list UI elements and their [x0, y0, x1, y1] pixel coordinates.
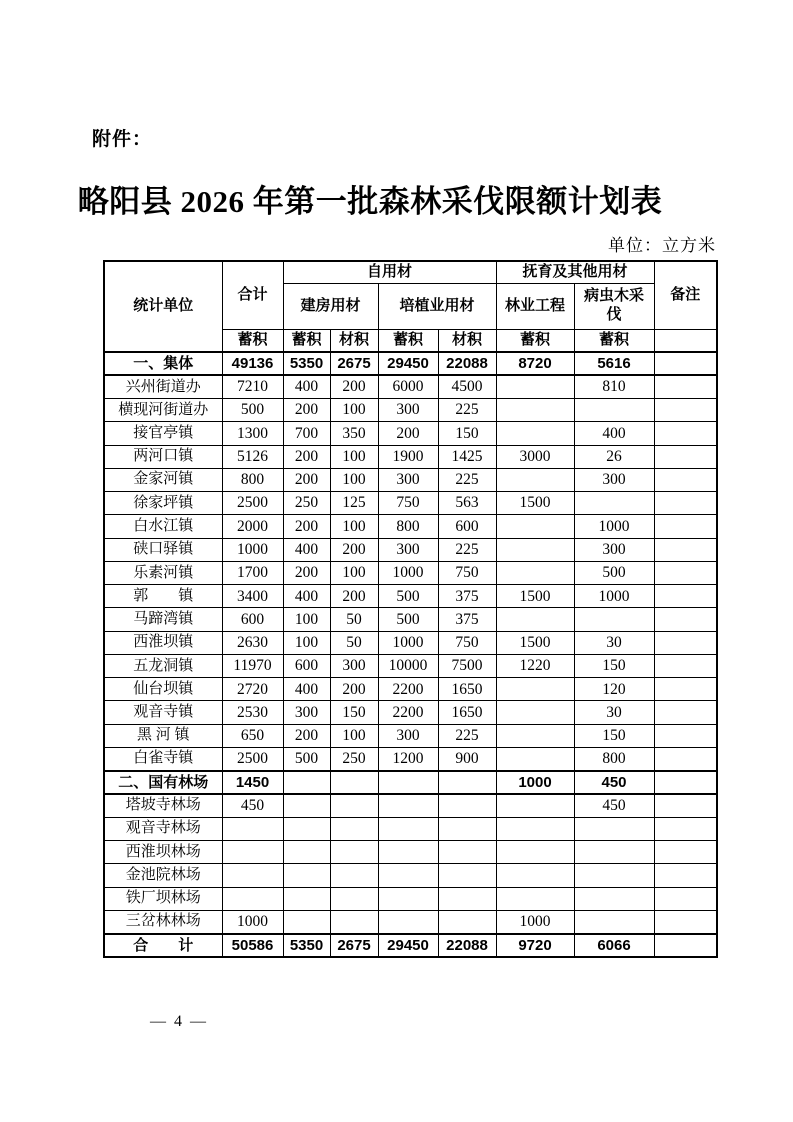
forestry-stock-cell	[496, 422, 574, 445]
remark-cell	[654, 794, 717, 817]
forestry-stock-cell: 1220	[496, 654, 574, 677]
housing-stock-cell	[283, 771, 330, 794]
cultivation-stock-cell: 300	[378, 399, 438, 422]
housing-volume-cell	[330, 771, 378, 794]
table-row	[104, 817, 717, 840]
header-remark-empty-cell	[654, 329, 717, 352]
pest-stock-cell	[574, 399, 654, 422]
cultivation-volume-cell	[438, 864, 496, 887]
total-stock-cell: 650	[222, 724, 283, 747]
remark-cell	[654, 910, 717, 933]
unit-name-cell: 金池院林场	[104, 864, 222, 887]
housing-volume-cell: 250	[330, 748, 378, 771]
cultivation-stock-cell: 200	[378, 422, 438, 445]
pest-stock-cell: 400	[574, 422, 654, 445]
unit-name-cell: 五龙洞镇	[104, 654, 222, 677]
table-row	[104, 701, 717, 724]
total-stock-cell: 1000	[222, 910, 283, 933]
housing-stock-cell: 5350	[283, 352, 330, 375]
cultivation-volume-cell	[438, 841, 496, 864]
table-row	[104, 445, 717, 468]
unit-name-cell: 铁厂坝林场	[104, 887, 222, 910]
total-stock-cell: 1300	[222, 422, 283, 445]
housing-stock-cell: 100	[283, 631, 330, 654]
forestry-stock-cell	[496, 375, 574, 398]
cultivation-volume-cell: 22088	[438, 934, 496, 957]
header-pest-wood	[574, 283, 654, 329]
forestry-stock-cell: 8720	[496, 352, 574, 375]
header-forestry-stock: 蓄积	[496, 329, 574, 352]
remark-cell	[654, 468, 717, 491]
total-stock-cell: 1450	[222, 771, 283, 794]
cultivation-volume-cell	[438, 910, 496, 933]
total-stock-cell: 450	[222, 794, 283, 817]
forestry-stock-cell	[496, 748, 574, 771]
remark-cell	[654, 352, 717, 375]
table-row	[104, 492, 717, 515]
remark-cell	[654, 678, 717, 701]
total-stock-cell: 49136	[222, 352, 283, 375]
pest-stock-cell: 810	[574, 375, 654, 398]
forestry-stock-cell	[496, 608, 574, 631]
housing-stock-cell: 300	[283, 701, 330, 724]
housing-volume-cell: 350	[330, 422, 378, 445]
remark-cell	[654, 608, 717, 631]
cultivation-volume-cell: 600	[438, 515, 496, 538]
housing-stock-cell: 250	[283, 492, 330, 515]
cultivation-stock-cell: 29450	[378, 934, 438, 957]
unit-note: 单位：立方米	[608, 236, 716, 255]
forestry-stock-cell	[496, 817, 574, 840]
remark-cell	[654, 445, 717, 468]
total-stock-cell	[222, 817, 283, 840]
cultivation-stock-cell: 2200	[378, 701, 438, 724]
housing-stock-cell: 400	[283, 375, 330, 398]
pest-stock-cell: 5616	[574, 352, 654, 375]
pest-stock-cell	[574, 887, 654, 910]
document-title: 略阳县 2026 年第一批森林采伐限额计划表	[77, 184, 663, 219]
total-stock-cell: 50586	[222, 934, 283, 957]
cultivation-stock-cell: 300	[378, 538, 438, 561]
forestry-stock-cell: 1000	[496, 910, 574, 933]
housing-stock-cell: 200	[283, 399, 330, 422]
header-total-stock: 蓄积	[222, 329, 283, 352]
table-row	[104, 934, 717, 957]
housing-volume-cell	[330, 817, 378, 840]
forestry-stock-cell	[496, 794, 574, 817]
housing-stock-cell: 100	[283, 608, 330, 631]
remark-cell	[654, 817, 717, 840]
housing-volume-cell: 300	[330, 654, 378, 677]
total-stock-cell: 5126	[222, 445, 283, 468]
table-row	[104, 608, 717, 631]
cultivation-volume-cell	[438, 771, 496, 794]
cultivation-volume-cell: 225	[438, 538, 496, 561]
total-stock-cell: 600	[222, 608, 283, 631]
cultivation-stock-cell	[378, 887, 438, 910]
remark-cell	[654, 887, 717, 910]
housing-volume-cell: 200	[330, 538, 378, 561]
cultivation-volume-cell: 1425	[438, 445, 496, 468]
cultivation-stock-cell	[378, 864, 438, 887]
cultivation-stock-cell: 300	[378, 724, 438, 747]
table-row	[104, 887, 717, 910]
housing-stock-cell: 200	[283, 445, 330, 468]
housing-stock-cell: 400	[283, 538, 330, 561]
housing-volume-cell	[330, 841, 378, 864]
cultivation-stock-cell: 1000	[378, 631, 438, 654]
header-housing: 建房用材	[283, 283, 378, 329]
cultivation-stock-cell: 500	[378, 608, 438, 631]
unit-name-cell: 西淮坝镇	[104, 631, 222, 654]
table-row	[104, 422, 717, 445]
unit-name-cell: 接官亭镇	[104, 422, 222, 445]
housing-volume-cell	[330, 887, 378, 910]
pest-stock-cell: 30	[574, 701, 654, 724]
cultivation-volume-cell: 225	[438, 724, 496, 747]
cultivation-volume-cell: 1650	[438, 678, 496, 701]
header-cultivation: 培植业用材	[378, 283, 496, 329]
header-remark: 备注	[654, 261, 717, 329]
forestry-stock-cell: 1500	[496, 492, 574, 515]
unit-name-cell: 硖口驿镇	[104, 538, 222, 561]
total-stock-cell: 2630	[222, 631, 283, 654]
pest-stock-cell: 1000	[574, 515, 654, 538]
cultivation-volume-cell: 375	[438, 608, 496, 631]
remark-cell	[654, 724, 717, 747]
pest-stock-cell	[574, 608, 654, 631]
table-row	[104, 585, 717, 608]
table-row	[104, 771, 717, 794]
header-cultivation-volume: 材积	[438, 329, 496, 352]
cultivation-stock-cell: 1200	[378, 748, 438, 771]
housing-volume-cell: 50	[330, 608, 378, 631]
pest-stock-cell	[574, 841, 654, 864]
remark-cell	[654, 934, 717, 957]
remark-cell	[654, 748, 717, 771]
table-row	[104, 538, 717, 561]
housing-stock-cell	[283, 864, 330, 887]
housing-volume-cell: 125	[330, 492, 378, 515]
remark-cell	[654, 864, 717, 887]
pest-stock-cell: 1000	[574, 585, 654, 608]
total-stock-cell: 800	[222, 468, 283, 491]
cultivation-volume-cell: 375	[438, 585, 496, 608]
pest-stock-cell	[574, 864, 654, 887]
table-row	[104, 654, 717, 677]
total-stock-cell: 7210	[222, 375, 283, 398]
cultivation-stock-cell: 6000	[378, 375, 438, 398]
total-stock-cell: 11970	[222, 654, 283, 677]
pest-stock-cell	[574, 492, 654, 515]
forestry-stock-cell: 9720	[496, 934, 574, 957]
pest-stock-cell: 450	[574, 794, 654, 817]
forestry-stock-cell	[496, 515, 574, 538]
unit-name-cell: 徐家坪镇	[104, 492, 222, 515]
remark-cell	[654, 422, 717, 445]
housing-stock-cell: 200	[283, 724, 330, 747]
unit-name-cell: 横现河街道办	[104, 399, 222, 422]
cultivation-stock-cell: 29450	[378, 352, 438, 375]
cultivation-stock-cell: 1000	[378, 561, 438, 584]
table-row	[104, 631, 717, 654]
cultivation-stock-cell: 500	[378, 585, 438, 608]
forestry-stock-cell	[496, 887, 574, 910]
cultivation-volume-cell	[438, 887, 496, 910]
unit-name-cell: 金家河镇	[104, 468, 222, 491]
total-stock-cell: 500	[222, 399, 283, 422]
cultivation-stock-cell: 800	[378, 515, 438, 538]
cultivation-volume-cell: 750	[438, 631, 496, 654]
housing-stock-cell: 200	[283, 468, 330, 491]
table-row	[104, 910, 717, 933]
unit-name-cell: 一、集体	[104, 352, 222, 375]
housing-stock-cell	[283, 887, 330, 910]
remark-cell	[654, 631, 717, 654]
remark-cell	[654, 585, 717, 608]
header-housing-stock: 蓄积	[283, 329, 330, 352]
housing-volume-cell	[330, 794, 378, 817]
table-row	[104, 515, 717, 538]
forestry-stock-cell	[496, 468, 574, 491]
cultivation-volume-cell: 225	[438, 399, 496, 422]
table-row	[104, 352, 717, 375]
total-stock-cell: 1000	[222, 538, 283, 561]
cultivation-stock-cell	[378, 841, 438, 864]
header-forestry-project: 林业工程	[496, 283, 574, 329]
cultivation-stock-cell: 1900	[378, 445, 438, 468]
remark-cell	[654, 561, 717, 584]
forestry-stock-cell	[496, 678, 574, 701]
header-total: 合计	[222, 261, 283, 329]
page-number: — 4 —	[150, 1013, 208, 1030]
forestry-stock-cell	[496, 841, 574, 864]
pest-stock-cell: 450	[574, 771, 654, 794]
cultivation-stock-cell	[378, 910, 438, 933]
cultivation-volume-cell: 150	[438, 422, 496, 445]
forestry-stock-cell: 1500	[496, 631, 574, 654]
table-row	[104, 399, 717, 422]
unit-name-cell: 白雀寺镇	[104, 748, 222, 771]
unit-name-cell: 二、国有林场	[104, 771, 222, 794]
pest-stock-cell	[574, 817, 654, 840]
housing-stock-cell: 200	[283, 561, 330, 584]
pest-stock-cell: 500	[574, 561, 654, 584]
forestry-stock-cell: 1500	[496, 585, 574, 608]
cultivation-volume-cell: 1650	[438, 701, 496, 724]
unit-name-cell: 三岔林林场	[104, 910, 222, 933]
cultivation-stock-cell: 2200	[378, 678, 438, 701]
total-stock-cell	[222, 864, 283, 887]
housing-stock-cell	[283, 910, 330, 933]
housing-volume-cell: 200	[330, 585, 378, 608]
unit-name-cell: 白水江镇	[104, 515, 222, 538]
pest-stock-cell: 6066	[574, 934, 654, 957]
header-housing-volume: 材积	[330, 329, 378, 352]
pest-stock-cell: 800	[574, 748, 654, 771]
forestry-stock-cell	[496, 538, 574, 561]
housing-stock-cell: 400	[283, 585, 330, 608]
housing-volume-cell: 100	[330, 561, 378, 584]
housing-volume-cell: 2675	[330, 934, 378, 957]
cultivation-stock-cell	[378, 817, 438, 840]
unit-name-cell: 黑 河 镇	[104, 724, 222, 747]
forestry-stock-cell	[496, 399, 574, 422]
total-stock-cell: 2720	[222, 678, 283, 701]
remark-cell	[654, 701, 717, 724]
pest-stock-cell: 300	[574, 468, 654, 491]
forestry-stock-cell	[496, 561, 574, 584]
cultivation-stock-cell: 300	[378, 468, 438, 491]
housing-volume-cell: 100	[330, 399, 378, 422]
remark-cell	[654, 375, 717, 398]
total-stock-cell	[222, 887, 283, 910]
housing-volume-cell	[330, 910, 378, 933]
forestry-stock-cell	[496, 701, 574, 724]
cultivation-volume-cell	[438, 794, 496, 817]
remark-cell	[654, 515, 717, 538]
forestry-stock-cell: 3000	[496, 445, 574, 468]
header-stat-unit: 统计单位	[104, 261, 222, 352]
remark-cell	[654, 492, 717, 515]
housing-volume-cell: 200	[330, 678, 378, 701]
forestry-stock-cell	[496, 724, 574, 747]
cultivation-volume-cell: 7500	[438, 654, 496, 677]
unit-name-cell: 观音寺林场	[104, 817, 222, 840]
forestry-stock-cell	[496, 864, 574, 887]
header-pest-wood-label: 病虫木采伐	[584, 287, 645, 323]
pest-stock-cell: 150	[574, 724, 654, 747]
header-tending: 抚育及其他用材	[496, 261, 654, 283]
cultivation-stock-cell: 10000	[378, 654, 438, 677]
housing-stock-cell: 200	[283, 515, 330, 538]
housing-stock-cell	[283, 841, 330, 864]
unit-name-cell: 观音寺镇	[104, 701, 222, 724]
total-stock-cell: 2000	[222, 515, 283, 538]
housing-volume-cell: 100	[330, 515, 378, 538]
cultivation-volume-cell: 563	[438, 492, 496, 515]
cultivation-volume-cell	[438, 817, 496, 840]
total-stock-cell: 3400	[222, 585, 283, 608]
table-row	[104, 794, 717, 817]
forestry-stock-cell: 1000	[496, 771, 574, 794]
pest-stock-cell: 300	[574, 538, 654, 561]
unit-name-cell: 仙台坝镇	[104, 678, 222, 701]
pest-stock-cell: 120	[574, 678, 654, 701]
unit-name-cell: 兴州街道办	[104, 375, 222, 398]
table-row	[104, 864, 717, 887]
housing-volume-cell: 200	[330, 375, 378, 398]
total-stock-cell: 2500	[222, 492, 283, 515]
table-row	[104, 841, 717, 864]
pest-stock-cell: 26	[574, 445, 654, 468]
housing-stock-cell: 700	[283, 422, 330, 445]
remark-cell	[654, 771, 717, 794]
housing-stock-cell: 600	[283, 654, 330, 677]
table-row	[104, 678, 717, 701]
housing-volume-cell	[330, 864, 378, 887]
total-stock-cell: 2500	[222, 748, 283, 771]
remark-cell	[654, 654, 717, 677]
table-row	[104, 468, 717, 491]
cultivation-volume-cell: 4500	[438, 375, 496, 398]
housing-volume-cell: 2675	[330, 352, 378, 375]
attachment-label: 附件：	[92, 129, 153, 150]
table-row	[104, 375, 717, 398]
housing-volume-cell: 150	[330, 701, 378, 724]
unit-name-cell: 郭 镇	[104, 585, 222, 608]
housing-stock-cell: 5350	[283, 934, 330, 957]
cultivation-volume-cell: 900	[438, 748, 496, 771]
pest-stock-cell	[574, 910, 654, 933]
unit-name-cell: 马蹄湾镇	[104, 608, 222, 631]
pest-stock-cell: 150	[574, 654, 654, 677]
housing-volume-cell: 100	[330, 724, 378, 747]
cultivation-volume-cell: 225	[438, 468, 496, 491]
housing-volume-cell: 100	[330, 445, 378, 468]
cultivation-stock-cell: 750	[378, 492, 438, 515]
housing-volume-cell: 50	[330, 631, 378, 654]
housing-volume-cell: 100	[330, 468, 378, 491]
unit-name-cell: 乐素河镇	[104, 561, 222, 584]
cultivation-volume-cell: 22088	[438, 352, 496, 375]
remark-cell	[654, 841, 717, 864]
unit-name-cell: 西淮坝林场	[104, 841, 222, 864]
housing-stock-cell: 500	[283, 748, 330, 771]
header-self-use: 自用材	[283, 261, 496, 283]
remark-cell	[654, 538, 717, 561]
remark-cell	[654, 399, 717, 422]
housing-stock-cell: 400	[283, 678, 330, 701]
total-stock-cell: 1700	[222, 561, 283, 584]
quota-table	[103, 260, 718, 958]
pest-stock-cell: 30	[574, 631, 654, 654]
unit-name-cell: 合 计	[104, 934, 222, 957]
table-row	[104, 561, 717, 584]
housing-stock-cell	[283, 817, 330, 840]
header-cultivation-stock: 蓄积	[378, 329, 438, 352]
table-row	[104, 724, 717, 747]
header-pest-stock: 蓄积	[574, 329, 654, 352]
total-stock-cell: 2530	[222, 701, 283, 724]
unit-name-cell: 两河口镇	[104, 445, 222, 468]
table-row	[104, 748, 717, 771]
total-stock-cell	[222, 841, 283, 864]
housing-stock-cell	[283, 794, 330, 817]
cultivation-stock-cell	[378, 771, 438, 794]
cultivation-volume-cell: 750	[438, 561, 496, 584]
cultivation-stock-cell	[378, 794, 438, 817]
unit-name-cell: 塔坡寺林场	[104, 794, 222, 817]
